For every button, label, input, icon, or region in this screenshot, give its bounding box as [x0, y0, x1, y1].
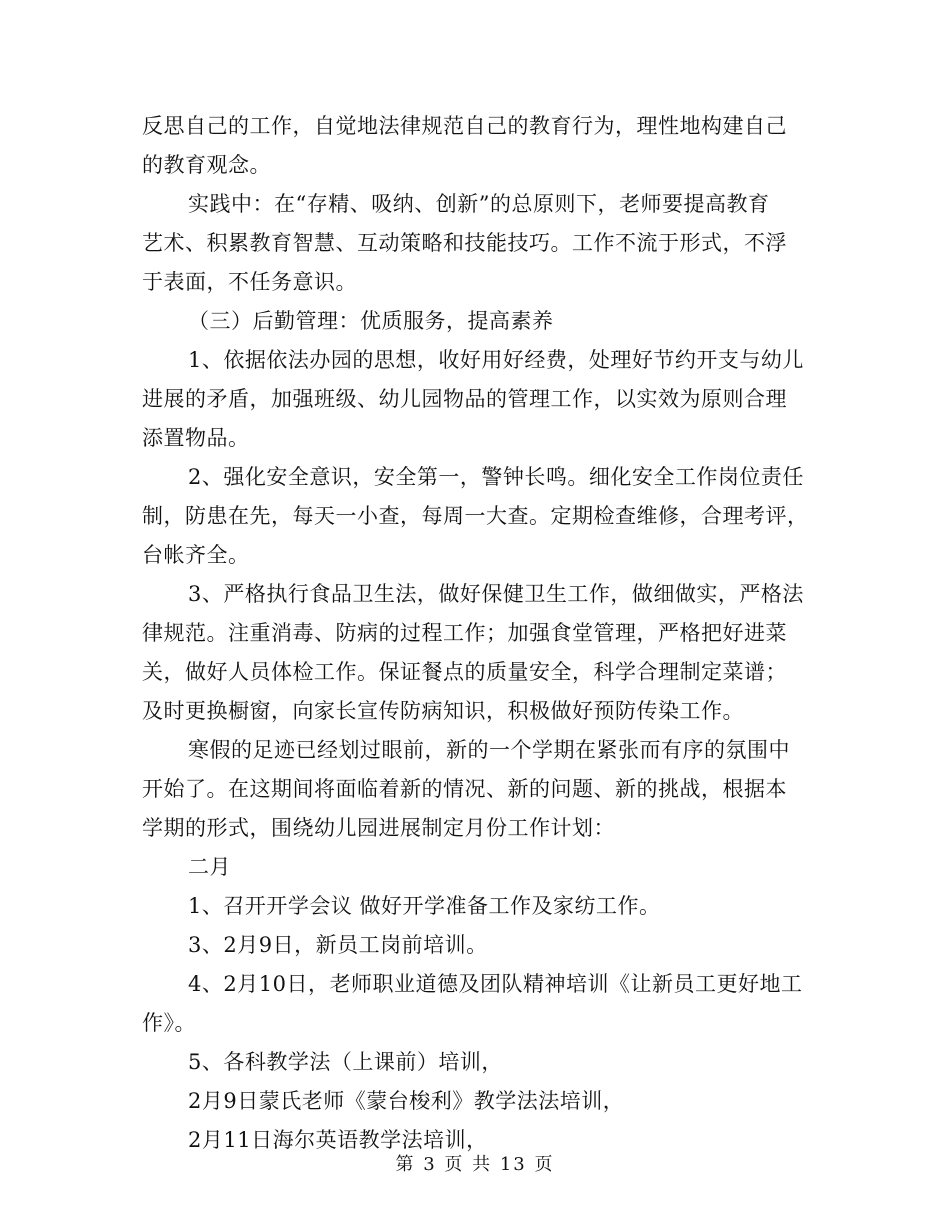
section-heading: （三）后勤管理：优质服务，提高素养 — [188, 309, 554, 333]
paragraph-line: 台帐齐全。 — [142, 543, 250, 567]
list-item: 1、召开开学会议 做好开学准备工作及家纺工作。 — [188, 894, 661, 918]
paragraph-line: 实践中：在“存精、吸纳、创新”的总原则下，老师要提高教育 — [188, 192, 770, 216]
list-item: 2月11日海尔英语教学法培训， — [188, 1128, 488, 1152]
paragraph-line: 进展的矛盾，加强班级、幼儿园物品的管理工作，以实效为原则合理 — [142, 387, 787, 411]
paragraph-line: 及时更换橱窗，向家长宣传防病知识，积极做好预防传染工作。 — [142, 699, 744, 723]
paragraph-line: 学期的形式，围绕幼儿园进展制定月份工作计划： — [142, 816, 615, 840]
page-footer: 第 3 页 共 13 页 — [395, 1154, 555, 1175]
list-item: 4、2月10日，老师职业道德及团队精神培训《让新员工更好地工 — [188, 972, 803, 996]
paragraph-line: 的教育观念。 — [142, 153, 271, 177]
paragraph-line: 开始了。在这期间将面临着新的情况、新的问题、新的挑战，根据本 — [142, 777, 787, 801]
paragraph-line: 于表面，不任务意识。 — [142, 270, 357, 294]
paragraph-line: 反思自己的工作，自觉地法律规范自己的教育行为，理性地构建自己 — [142, 114, 787, 138]
paragraph-line: 3、严格执行食品卫生法，做好保健卫生工作，做细做实，严格法 — [188, 582, 804, 606]
paragraph-line: 2、强化安全意识，安全第一，警钟长鸣。细化安全工作岗位责任 — [188, 465, 804, 489]
month-heading: 二月 — [188, 855, 231, 879]
paragraph-line: 律规范。注重消毒、防病的过程工作；加强食堂管理，严格把好进菜 — [142, 621, 787, 645]
paragraph-line: 关，做好人员体检工作。保证餐点的质量安全，科学合理制定菜谱； — [142, 660, 787, 684]
list-item: 5、各科教学法（上课前）培训， — [188, 1050, 503, 1074]
paragraph-line: 1、依据依法办园的思想，收好用好经费，处理好节约开支与幼儿 — [188, 348, 804, 372]
list-item: 2月9日蒙氏老师《蒙台梭利》教学法法培训， — [188, 1089, 625, 1113]
list-item: 3、2月9日，新员工岗前培训。 — [188, 933, 488, 957]
list-item-continuation: 作》。 — [142, 1011, 196, 1035]
paragraph-line: 艺术、积累教育智慧、互动策略和技能技巧。工作不流于形式，不浮 — [142, 231, 787, 255]
paragraph-line: 添置物品。 — [142, 426, 250, 450]
paragraph-line: 寒假的足迹已经划过眼前，新的一个学期在紧张而有序的氛围中 — [188, 738, 790, 762]
paragraph-line: 制，防患在先，每天一小查，每周一大查。定期检查维修，合理考评， — [142, 504, 809, 528]
